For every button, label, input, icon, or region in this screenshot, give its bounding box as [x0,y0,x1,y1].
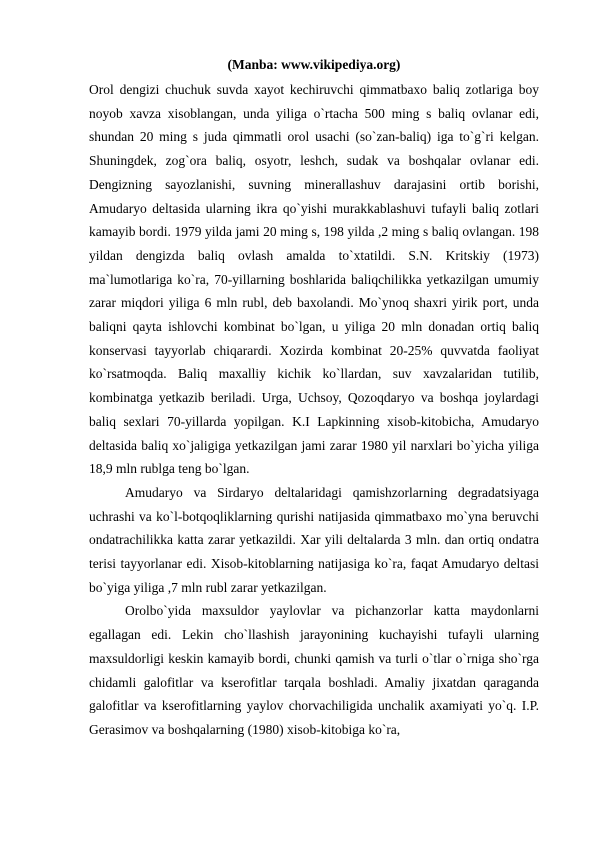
paragraph-muskrat: Amudaryo va Sirdaryo deltalaridagi qamishzorlarning degradatsiyaga uchrashi va ko`l-botqoqliklarning qurishi natijasida qimmatbaxo mo`yna beruvchi ondatrachilikka katta zarar yetkazildi. Xar yili deltalarda 3 mln. dan ortiq ondatra terisi tayyorlanar edi. Xisob-kitoblarning natijasiga ko`ra, faqat Amudaryo deltasi bo`yiga yiliga ,7 mln rubl zarar yetkazilgan. [89,484,539,595]
source-citation: (Manba: www.vikipediya.org) [227,57,401,72]
paragraph-fishery: Orol dengizi chuchuk suvda xayot kechiruvchi qimmatbaxo baliq zotlariga boy noyob xavza xisoblangan, unda yiliga o`rtacha 500 ming s baliq ovlanar edi, shundan 20 ming s juda qimmatli orol usachi (so`zan-baliq) iga to`g`ri kelgan. Shuningdek, zog`ora baliq, osyotr, leshch, sudak va boshqalar ovlanar edi. Dengizning sayozlanishi, suvning minerallashuv darajasini ortib borishi, Amudaryo deltasida ularning ikra qo`yishi murakkablashuvi tufayli baliq zotlari kamayib bordi. 1979 yilda jami 20 ming s, 198 yilda ,2 ming s baliq ovlangan. 198 yildan dengizda baliq ovlash amalda to`xtatildi. S.N. Kritskiy (1973) ma`lumotlariga ko`ra, 70-yillarning boshlarida baliqchilikka yetkazilgan umumiy zarar miqdori yiliga 6 mln rubl, deb baxolandi. Mo`ynoq shaxri yirik port, unda baliqni qayta ishlovchi kombinat bo`lgan, u yiliga 20 mln donadan ortiq baliq konservasi tayyorlab chiqarardi. Xozirda kombinat 20-25% quvvatda faoliyat ko`rsatmoqda. Baliq maxalliy kichik ko`llardan, suv xavzalaridan tutilib, kombinatga yetkazib beriladi. Urga, Uchsoy, Qozoqdaryo va boshqa joylardagi baliq sexlari 70-yillarda yopilgan. K.I Lapkinning xisob-kitobicha, Amudaryo deltasida baliq xo`jaligiga yetkazilgan jami zarar 1980 yil narxlari bo`yicha yiliga 18,9 mln rublga teng bo`lgan. [89,82,539,477]
document-body [89,78,539,742]
paragraph-pastures: Orolbo`yida maxsuldor yaylovlar va pichanzorlar katta maydonlarni egallagan edi. Lekin cho`llashish jarayonining kuchayishi tufayli ularning maxsuldorligi keskin kamayib bordi, chunki qamish va turli o`tlar o`rniga sho`rga chidamli galofitlar va kserofitlar tarqala boshladi. Amaliy jixatdan qaraganda galofitlar va kserofitlarning yaylov chorvachiligida unchalik axamiyati yo`q. I.P. Gerasimov va boshqalarning (1980) xisob-kitobiga ko`ra, [89,603,539,737]
